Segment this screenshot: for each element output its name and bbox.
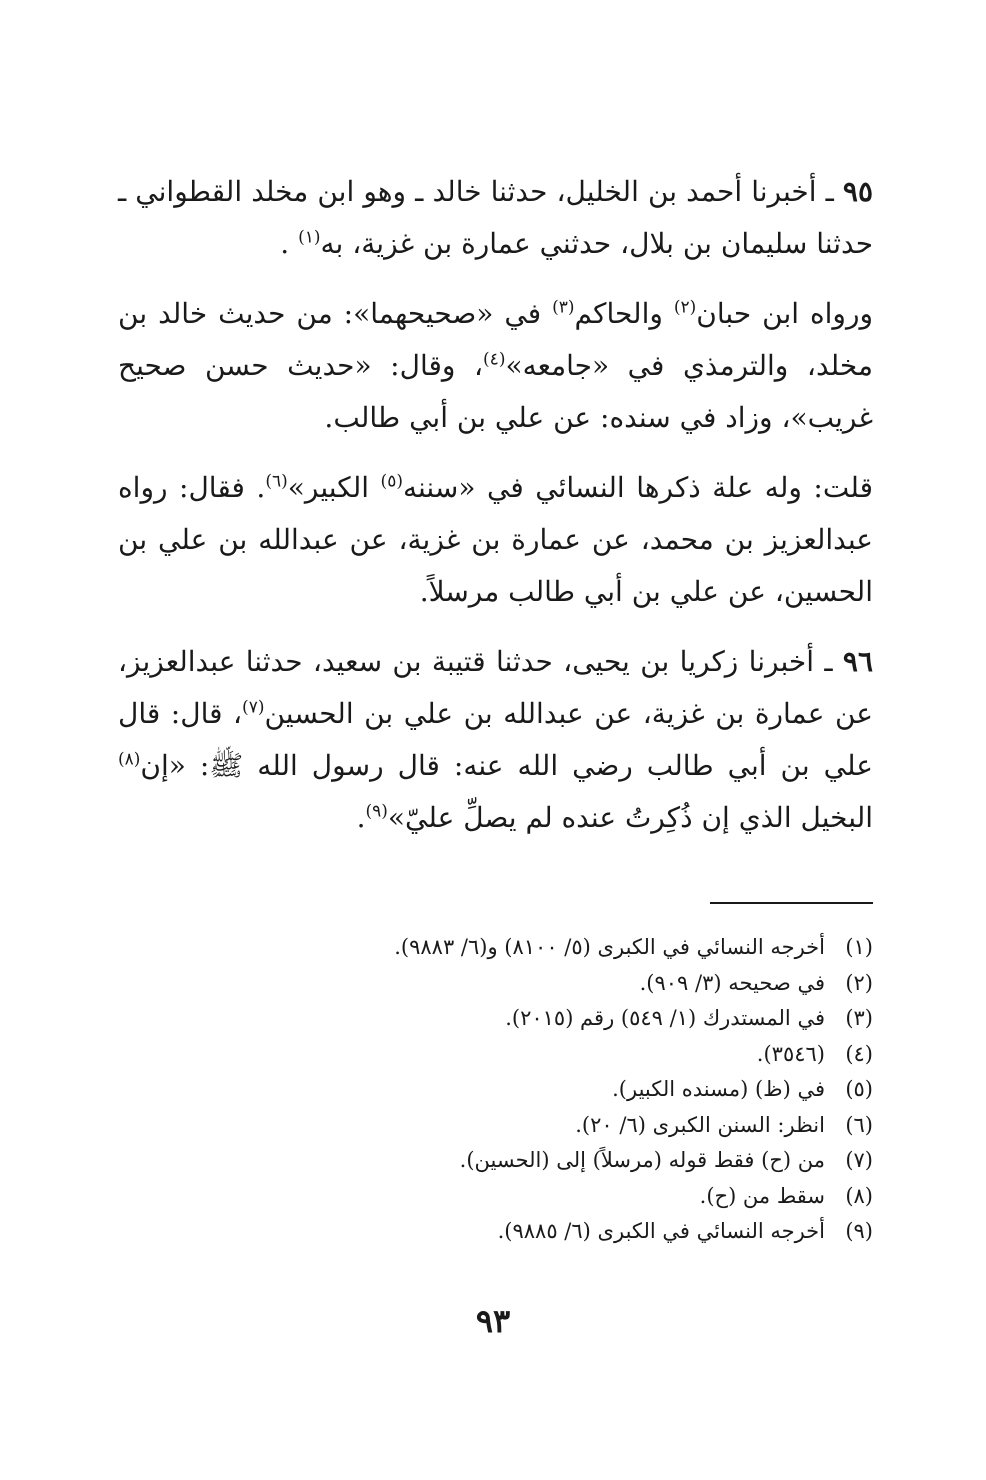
text-run: في «صحيحهما»: من حديث خالد بن مخلد، والترمذي في «جامعه» [118, 297, 873, 382]
paragraph-narration [118, 288, 873, 444]
text-run: البخيل الذي إن ذُكِرتُ عنده لم يصلِّ عليّ» [387, 801, 873, 834]
main-text [118, 166, 873, 862]
footnote-item [118, 966, 873, 1002]
footnote-text: أخرجه النسائي في الكبرى (٦/ ٩٨٨٥). [497, 1219, 825, 1243]
footnote-item [118, 1143, 873, 1179]
text-run: ورواه ابن حبان [696, 297, 873, 330]
footnote-marker: (٢) [845, 970, 873, 995]
text-run: الكبير» [287, 471, 381, 504]
text-run: . فقال: رواه عبدالعزيز بن محمد، عن عمارة بن غزية، عن عبدالله بن علي بن الحسين، عن علي بن أبي طالب مرسلاً. [118, 471, 873, 608]
text-run: ، قال: قال علي بن أبي طالب رضي الله عنه: قال رسول الله ﷺ: «إن [118, 697, 873, 782]
footnote-item [118, 1108, 873, 1144]
footnote-marker: (٣) [845, 1006, 873, 1030]
footnote-marker: (٨) [845, 1183, 873, 1208]
footnote-marker: (٥) [845, 1077, 873, 1101]
footnote-ref: (٣) [552, 297, 575, 318]
footnote-marker: (١) [845, 935, 873, 959]
footnote-item [118, 1072, 873, 1108]
footnote-ref: (٢) [673, 297, 697, 318]
footnote-marker: (٩) [845, 1219, 873, 1243]
footnote-ref: (١) [298, 227, 321, 248]
hadith-number: ٩٦ [842, 645, 873, 678]
footnote-marker: (٦) [845, 1112, 873, 1137]
footnote-text: سقط من (ح). [699, 1183, 825, 1208]
footnotes-list [118, 930, 873, 1250]
paragraph-hadith-96 [118, 636, 873, 844]
footnote-ref: (٨) [118, 749, 141, 770]
footnote-ref: (٤) [483, 349, 506, 370]
footnote-marker: (٤) [845, 1041, 873, 1066]
footnote-item [118, 1001, 873, 1037]
text-run: والحاكم [574, 297, 674, 330]
footnote-text: في صحيحه (٣/ ٩٠٩). [639, 970, 825, 995]
footnote-ref: (٧) [242, 697, 265, 718]
footnote-ref: (٩) [365, 801, 388, 822]
text-run: قلت: وله علة ذكرها النسائي في «سننه [402, 471, 873, 504]
footnote-text: من (ح) فقط قوله (مرسلاً) إلى (الحسين). [459, 1148, 825, 1172]
footnote-text: في المستدرك (١/ ٥٤٩) رقم (٢٠١٥). [505, 1006, 825, 1030]
page-number: ٩٣ [475, 1302, 511, 1340]
footnote-ref: (٥) [380, 471, 403, 492]
footnote-item [118, 930, 873, 966]
hadith-number: ٩٥ [842, 175, 873, 208]
footnote-text: انظر: السنن الكبرى (٦/ ٢٠). [575, 1112, 825, 1137]
paragraph-commentary [118, 462, 873, 618]
footnote-text: أخرجه النسائي في الكبرى (٥/ ٨١٠٠) و(٦/ ٩٨٨٣). [394, 935, 825, 959]
text-run: ـ أخبرنا أحمد بن الخليل، حدثنا خالد ـ وهو ابن مخلد القطواني ـ حدثنا سليمان بن بلال، حدثني عمارة بن غزية، به [118, 175, 873, 260]
footnote-item [118, 1179, 873, 1215]
text-run: . [356, 801, 366, 834]
footnote-ref: (٦) [265, 471, 288, 492]
footnote-item [118, 1037, 873, 1073]
footnote-divider [710, 902, 873, 904]
text-run: ، وقال: «حديث حسن صحيح غريب»، وزاد في سنده: عن علي بن أبي طالب. [118, 349, 873, 434]
footnote-marker: (٧) [845, 1148, 873, 1172]
paragraph-hadith-95 [118, 166, 873, 270]
text-run: . [280, 227, 299, 260]
footnote-item [118, 1214, 873, 1250]
footnote-text: في (ظ) (مسنده الكبير). [612, 1077, 825, 1101]
text-run: ـ أخبرنا زكريا بن يحيى، حدثنا قتيبة بن سعيد، حدثنا عبدالعزيز، عن عمارة بن غزية، عن عبدالله بن علي بن الحسين [118, 645, 873, 730]
footnote-text: (٣٥٤٦). [756, 1041, 825, 1066]
